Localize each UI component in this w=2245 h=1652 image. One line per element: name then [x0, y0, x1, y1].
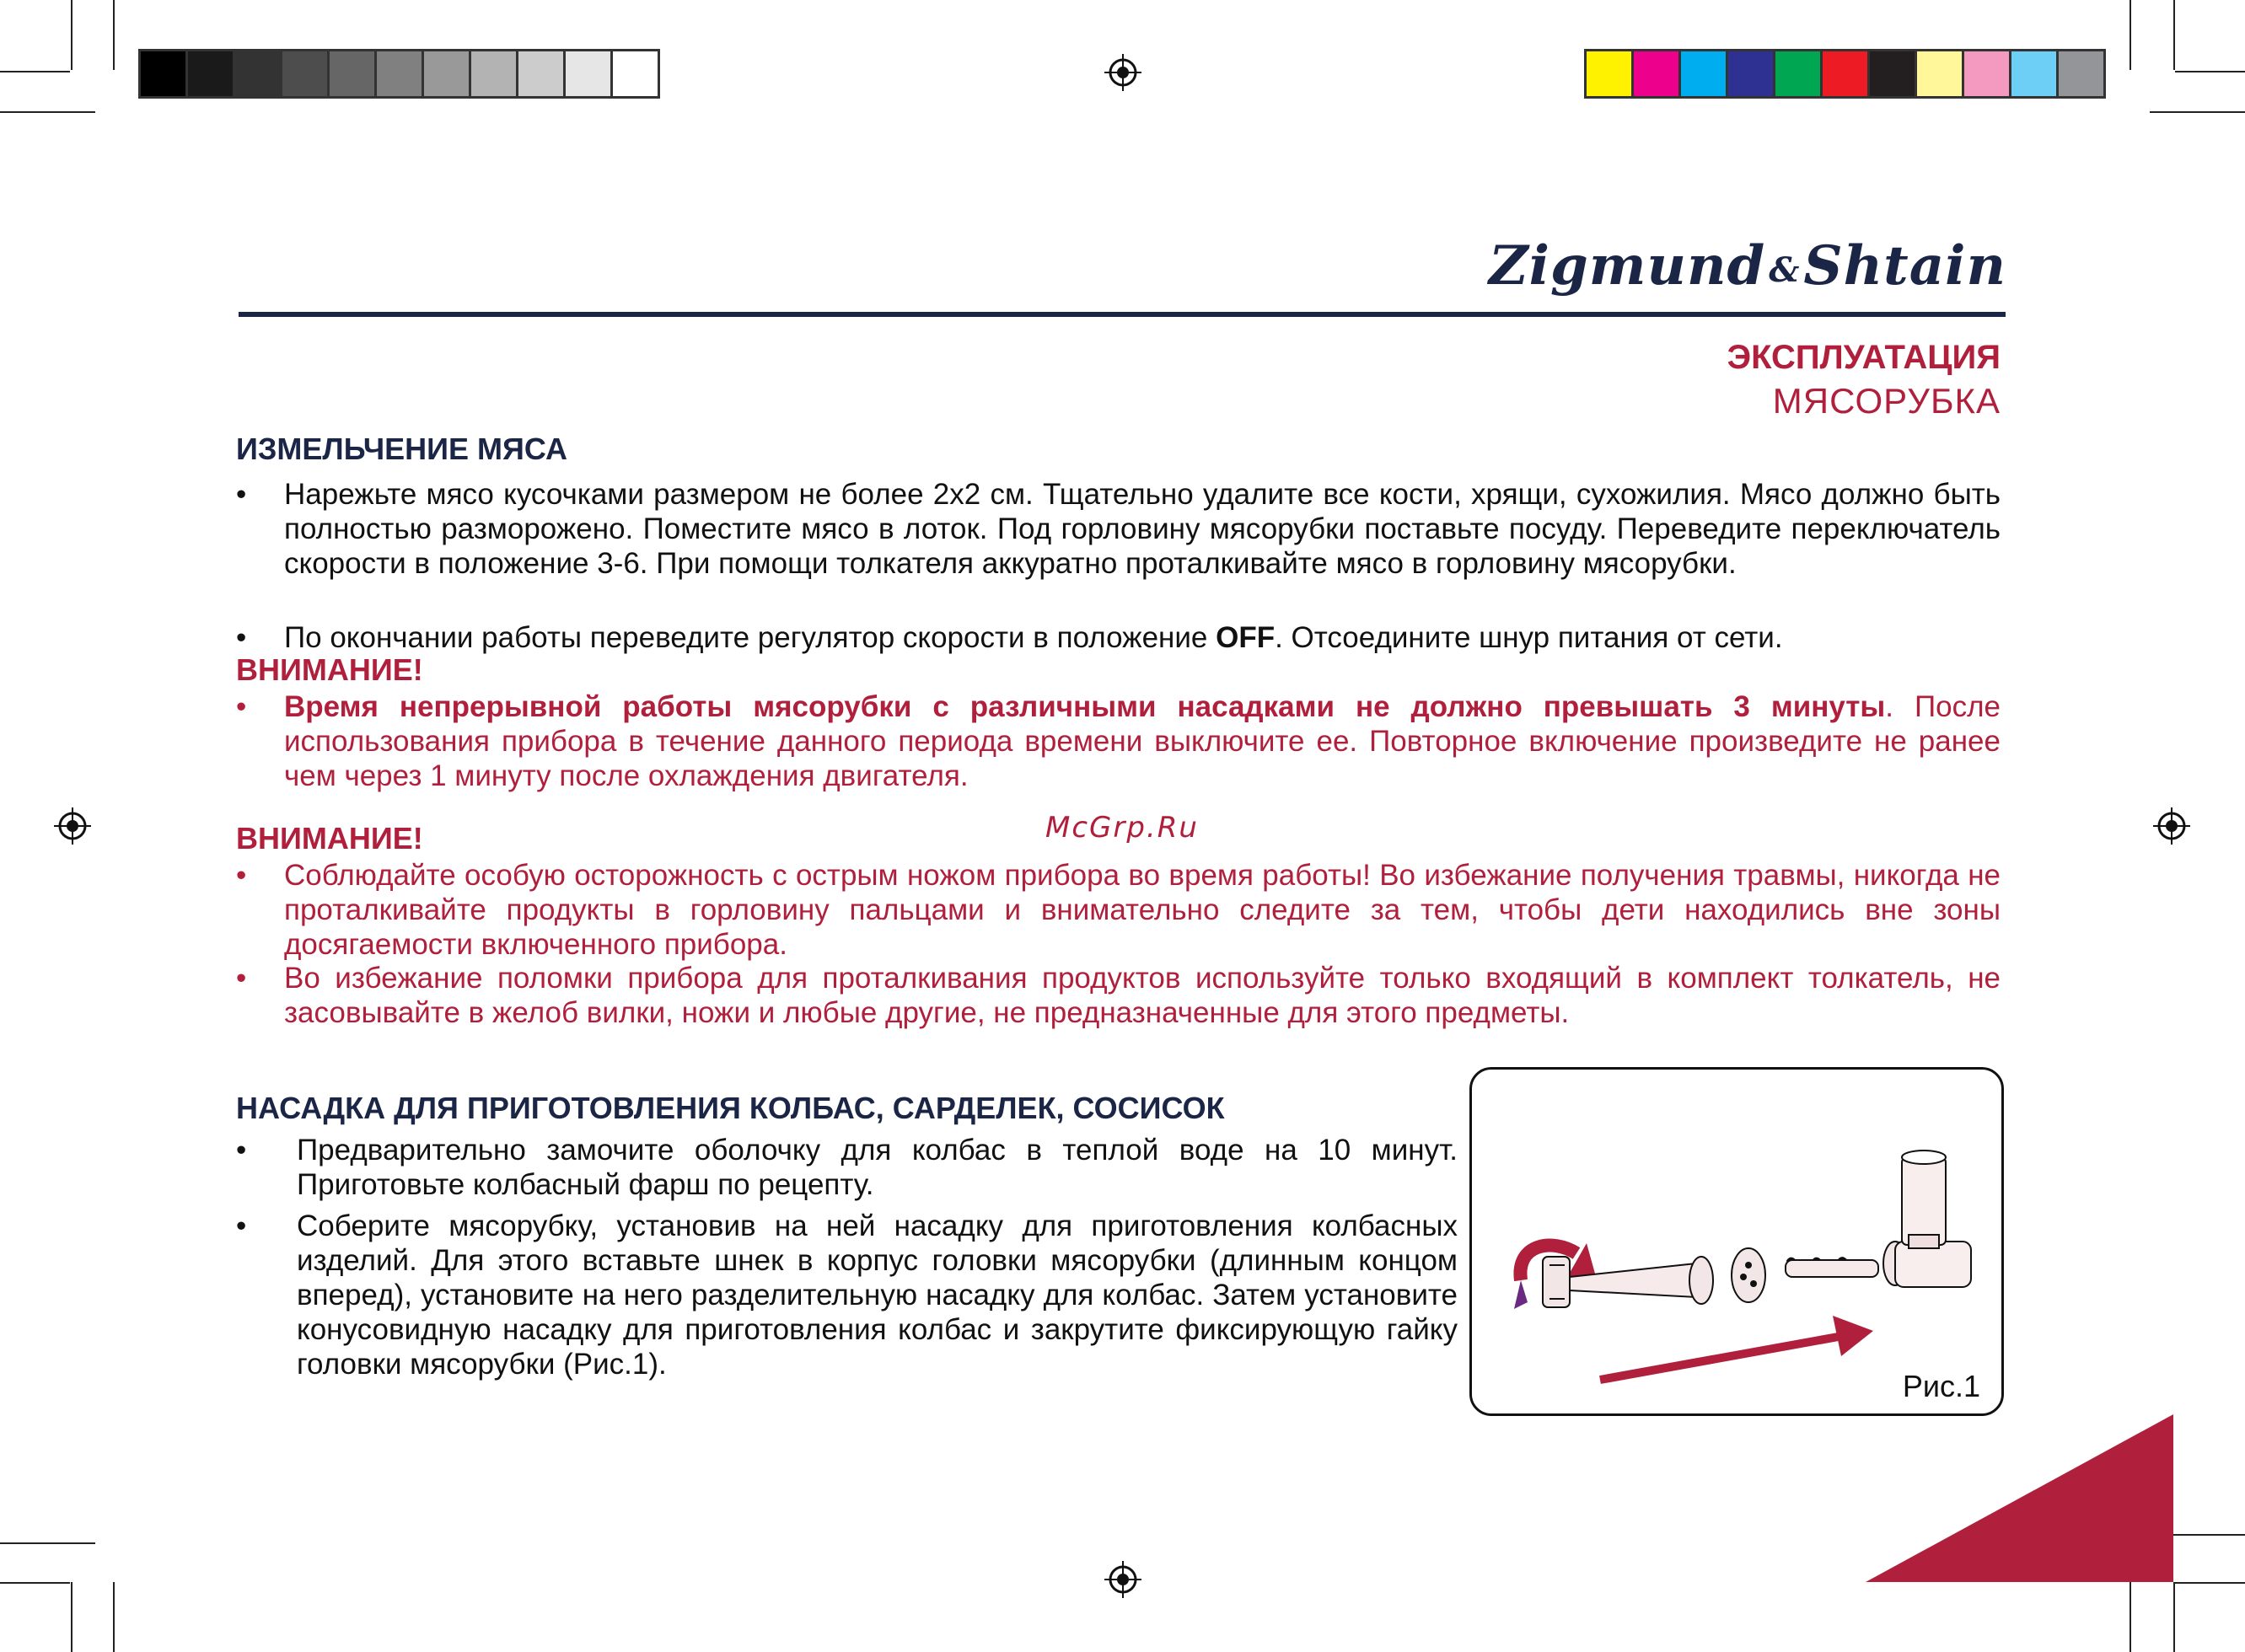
auger-icon: [1786, 1258, 1878, 1277]
color-swatch: [282, 51, 330, 96]
color-swatch: [471, 51, 518, 96]
logo-ampersand: &: [1769, 250, 1801, 290]
crop-mark: [2175, 1582, 2245, 1584]
item-text: Соберите мясорубку, установив на ней насадку для приготовления колбасных изделий. Для этого вставьте шнек в корпус головки мясорубки (длинным концом вперед), установите на него разделительную насадку для колбас. Затем установите конусовидную насадку для приготовления колбас и закрутите фиксирующую гайку головки мясорубки (Рис.1).: [297, 1210, 1458, 1381]
item-text: . Отсоедините шнур питания от сети.: [1275, 621, 1783, 654]
process-color-bar: [1584, 49, 2106, 99]
crop-mark: [0, 1582, 70, 1584]
warning-heading: ВНИМАНИЕ!: [236, 652, 423, 687]
watermark: McGrp.Ru: [1045, 811, 1199, 845]
registration-mark-icon: [1104, 54, 1141, 91]
section-title: ЭКСПЛУАТАЦИЯ: [1727, 339, 2001, 376]
grinder-head-icon: [1883, 1150, 1971, 1287]
crop-mark: [2130, 0, 2131, 70]
color-swatch: [566, 51, 613, 96]
item-text: Соблюдайте особую осторожность с острым ножом прибора во время работы! Во избежание получения травмы, никогда не проталкивайте продукты в горловину пальцами и внимательно следите за тем, чтобы дети находились вне зоны досягаемости включенного прибора.: [284, 859, 2001, 961]
bullet: •: [236, 859, 247, 892]
color-swatch: [2059, 51, 2103, 96]
crop-mark: [2150, 111, 2245, 113]
color-swatch: [518, 51, 566, 96]
color-swatch: [1917, 51, 1964, 96]
color-swatch: [235, 51, 282, 96]
list-item: [236, 477, 2001, 581]
color-swatch: [377, 51, 424, 96]
color-swatch: [1634, 51, 1681, 96]
color-swatch: [1870, 51, 1917, 96]
sausage-attachment-illustration: [1472, 1070, 2001, 1413]
color-swatch: [1728, 51, 1775, 96]
crop-mark: [2150, 1534, 2245, 1536]
list-item: [236, 620, 2001, 655]
item-text: Предварительно замочите оболочку для колбас в теплой воде на 10 минут. Приготовьте колбасный фарш по рецепту.: [297, 1134, 1458, 1201]
color-swatch: [1775, 51, 1823, 96]
crop-mark: [2130, 1547, 2131, 1652]
brand-logo: [1489, 234, 2006, 298]
list-item: [236, 1133, 1458, 1202]
logo-right: Shtain: [1803, 234, 2006, 298]
registration-mark-icon: [1104, 1561, 1141, 1598]
figure-box: [1469, 1067, 2004, 1416]
list-item: [236, 689, 2001, 793]
figure-caption: Рис.1: [1902, 1369, 1980, 1403]
color-swatch: [2011, 51, 2059, 96]
item-text: По окончании работы переведите регулятор скорости в положение: [284, 621, 1216, 654]
color-swatch: [330, 51, 377, 96]
list-item: [236, 858, 2001, 962]
warning-text: . После использования прибора в течение данного периода времени выключите ее. Повторное включение произведите не ранее чем через 1 минуту после охлаждения двигателя.: [284, 690, 2001, 792]
color-swatch: [1823, 51, 1870, 96]
item-text: Во избежание поломки прибора для проталкивания продуктов используйте только входящий в комплект толкатель, не засовывайте в желоб вилки, ножи и любые другие, не предназначенные для этого предметы.: [284, 962, 2001, 1029]
color-swatch: [424, 51, 471, 96]
warning-bold-text: Время непрерывной работы мясорубки с различными насадками не должно превышать 3 минуты: [284, 690, 1886, 723]
crop-mark: [0, 71, 70, 72]
grayscale-color-bar: [138, 49, 660, 99]
fixing-nut-icon: [1543, 1257, 1570, 1307]
crop-mark: [2175, 71, 2245, 72]
grinding-heading: ИЗМЕЛЬЧЕНИЕ МЯСА: [236, 432, 568, 466]
list-item: [236, 961, 2001, 1030]
crop-mark: [2173, 0, 2175, 70]
registration-mark-icon: [54, 807, 91, 845]
section-subtitle: МЯСОРУБКА: [1772, 381, 2001, 421]
off-label: OFF: [1216, 621, 1276, 654]
bullet: •: [236, 962, 247, 995]
logo-left: Zigmund: [1488, 234, 1766, 298]
crop-mark: [113, 0, 115, 70]
bullet: •: [236, 1134, 247, 1167]
separator-disk-icon: [1732, 1248, 1765, 1302]
crop-mark: [0, 111, 95, 113]
item-text: Нарежьте мясо кусочками размером не более 2х2 см. Тщательно удалите все кости, хрящи, сухожилия. Мясо должно быть полностью разморожено. Поместите мясо в лоток. Под горловину мясорубки поставьте посуду. Переведите переключатель скорости в положение 3-6. При помощи толкателя аккуратно проталкивайте мясо в горловину мясорубки.: [284, 478, 2001, 580]
color-swatch: [613, 51, 658, 96]
color-swatch: [141, 51, 188, 96]
crop-mark: [71, 1582, 73, 1652]
color-swatch: [188, 51, 235, 96]
header-rule: [239, 312, 2006, 317]
registration-mark-icon: [2153, 807, 2190, 845]
bullet: •: [236, 690, 247, 723]
bullet: •: [236, 1210, 247, 1242]
bullet: •: [236, 621, 247, 654]
crop-mark: [0, 1542, 95, 1544]
direction-arrow-icon: [1600, 1316, 1873, 1380]
crop-mark: [113, 1582, 115, 1652]
color-swatch: [1587, 51, 1634, 96]
list-item: [236, 1209, 1458, 1381]
crop-mark: [2173, 1582, 2175, 1652]
bullet: •: [236, 478, 247, 511]
color-swatch: [1681, 51, 1728, 96]
color-swatch: [1964, 51, 2011, 96]
crop-mark: [71, 0, 73, 70]
sausage-heading: НАСАДКА ДЛЯ ПРИГОТОВЛЕНИЯ КОЛБАС, САРДЕЛЕК, СОСИСОК: [236, 1091, 1225, 1125]
warning-heading: ВНИМАНИЕ!: [236, 821, 423, 856]
